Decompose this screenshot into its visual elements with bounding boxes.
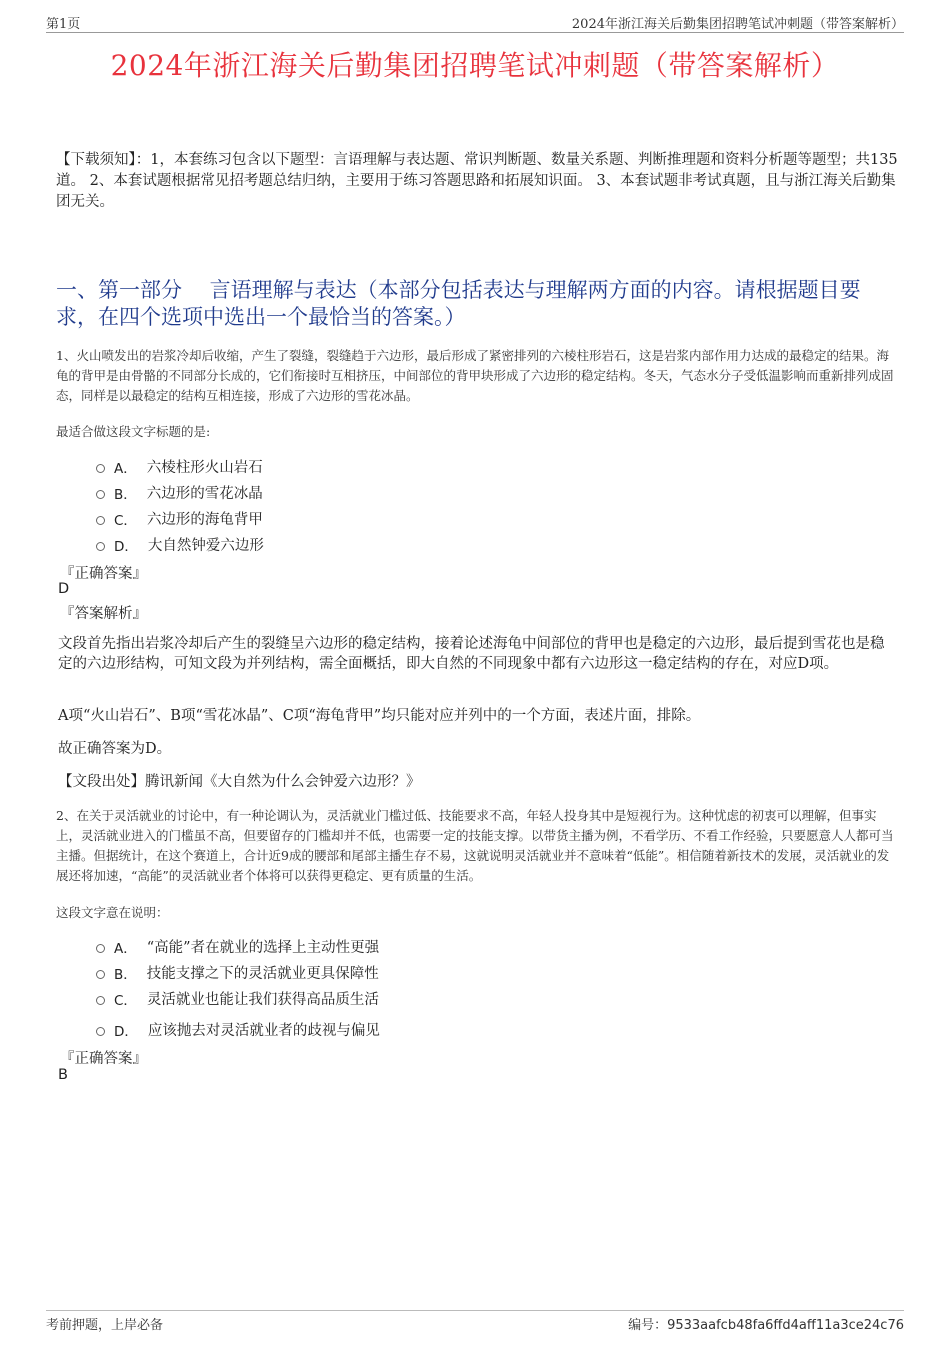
option-letter: D． [114, 538, 138, 555]
question-1-answer: D [58, 581, 70, 597]
option-text: “高能”者在就业的选择上主动性更强 [146, 940, 380, 956]
question-2-text: 2、在关于灵活就业的讨论中，有一种论调认为，灵活就业门槛过低、技能要求不高，年轻人投身其中是短视行为。这种忧虑的初衷可以理解，但事实上，灵活就业进入的门槛虽不高，但要留存的门槛却并不低，也需要一定的技能支撑。以带货主播为例，不看学历、不看工作经验，只要愿意人人都可当主播。但据统计，在这个赛道上，合计近9成的腰部和尾部主播生存不易，这就说明灵活就业并不意味着“低能”。相信随着新技术的发展，灵活就业的发展还将加速，“高能”的灵活就业者个体将可以获得更稳定、更有质量的生活。 [56, 808, 894, 883]
question-1-option-d[interactable] [96, 534, 264, 555]
footer-code [628, 1314, 904, 1333]
question-1-option-c[interactable] [96, 508, 263, 529]
question-2-option-c[interactable] [96, 988, 379, 1009]
option-text: 灵活就业也能让我们获得高品质生活 [146, 992, 379, 1008]
radio-icon[interactable] [96, 464, 105, 473]
footer-divider [46, 1310, 904, 1311]
question-1-option-b[interactable] [96, 482, 263, 503]
download-notice: 【下载须知】：1，本套练习包含以下题型：言语理解与表达题、常识判断题、数量关系题、判断推理题和资料分析题等题型；共135道。 2、本套试题根据常见招考题总结归纳，主要用于练习答题思路和拓展知识面。 3、本套试题非考试真题，且与浙江海关后勤集团无关。 [56, 152, 898, 210]
option-text: 大自然钟爱六边形 [147, 538, 264, 554]
question-2-option-d[interactable] [96, 1019, 380, 1040]
question-1-option-a[interactable] [96, 456, 263, 477]
option-text: 六棱柱形火山岩石 [146, 460, 263, 476]
radio-icon[interactable] [96, 516, 105, 525]
option-text: 六边形的海龟背甲 [146, 512, 263, 528]
option-text: 应该抛去对灵活就业者的歧视与偏见 [147, 1023, 380, 1039]
option-letter: B． [114, 966, 137, 983]
question-1-text: 1、火山喷发出的岩浆冷却后收缩，产生了裂缝，裂缝趋于六边形，最后形成了紧密排列的六棱柱形岩石，这是岩浆内部作用力达成的最稳定的结果。海龟的背甲是由骨骼的不同部分长成的，它们衔接时互相挤压，中间部位的背甲块形成了六边形的稳定结构。冬天，气态水分子受低温影响而重新排列成固态，同样是以最稳定的结构互相连接，形成了六边形的雪花冰晶。 [56, 348, 894, 403]
question-2-option-a[interactable] [96, 936, 379, 957]
question-1-analysis-label: 『答案解析』 [60, 606, 147, 622]
question-2-option-b[interactable] [96, 962, 379, 983]
radio-icon[interactable] [96, 490, 105, 499]
question-1-prompt: 最适合做这段文字标题的是: [56, 424, 211, 439]
question-1-answer-label: 『正确答案』 [60, 566, 147, 582]
question-2-answer-label: 『正确答案』 [60, 1051, 147, 1067]
radio-icon[interactable] [96, 944, 105, 953]
footer-code-label: 编号： [628, 1318, 668, 1333]
option-letter: A． [114, 940, 137, 957]
footer-slogan: 考前押题，上岸必备 [46, 1318, 164, 1333]
question-1-source: 【文段出处】腾讯新闻《大自然为什么会钟爱六边形？》 [58, 774, 421, 790]
question-1-analysis-1: 文段首先指出岩浆冷却后产生的裂缝呈六边形的稳定结构，接着论述海龟中间部位的背甲也是稳定的六边形，最后提到雪花也是稳定的六边形结构，可知文段为并列结构，需全面概括，即大自然的不同现象中都有六边形这一稳定结构的存在，对应D项。 [58, 636, 885, 672]
option-text: 技能支撑之下的灵活就业更具保障性 [146, 966, 379, 982]
radio-icon[interactable] [96, 996, 105, 1005]
option-letter: C． [114, 992, 137, 1009]
page-title: 2024年浙江海关后勤集团招聘笔试冲刺题（带答案解析） [110, 49, 840, 82]
question-1-analysis-3: 故正确答案为D。 [58, 741, 172, 757]
radio-icon[interactable] [96, 1027, 105, 1036]
question-2-answer: B [58, 1067, 68, 1083]
option-letter: C． [114, 512, 137, 529]
radio-icon[interactable] [96, 542, 105, 551]
option-letter: A． [114, 460, 137, 477]
header-doc-title: 2024年浙江海关后勤集团招聘笔试冲刺题（带答案解析） [571, 17, 904, 32]
option-letter: D． [114, 1023, 138, 1040]
header-divider [46, 32, 904, 33]
page-number: 第1页 [46, 17, 81, 32]
section-heading: 一、第一部分 言语理解与表达（本部分包括表达与理解两方面的内容。请根据题目要求，在四个选项中选出一个最恰当的答案。） [56, 278, 861, 329]
option-text: 六边形的雪花冰晶 [146, 486, 263, 502]
footer-code-value: 9533aafcb48fa6ffd4aff11a3ce24c76 [667, 1318, 904, 1333]
question-1-analysis-2: A项“火山岩石”、B项“雪花冰晶”、C项“海龟背甲”均只能对应并列中的一个方面，表述片面，排除。 [58, 708, 701, 724]
option-letter: B． [114, 486, 137, 503]
radio-icon[interactable] [96, 970, 105, 979]
question-2-prompt: 这段文字意在说明： [56, 905, 169, 920]
